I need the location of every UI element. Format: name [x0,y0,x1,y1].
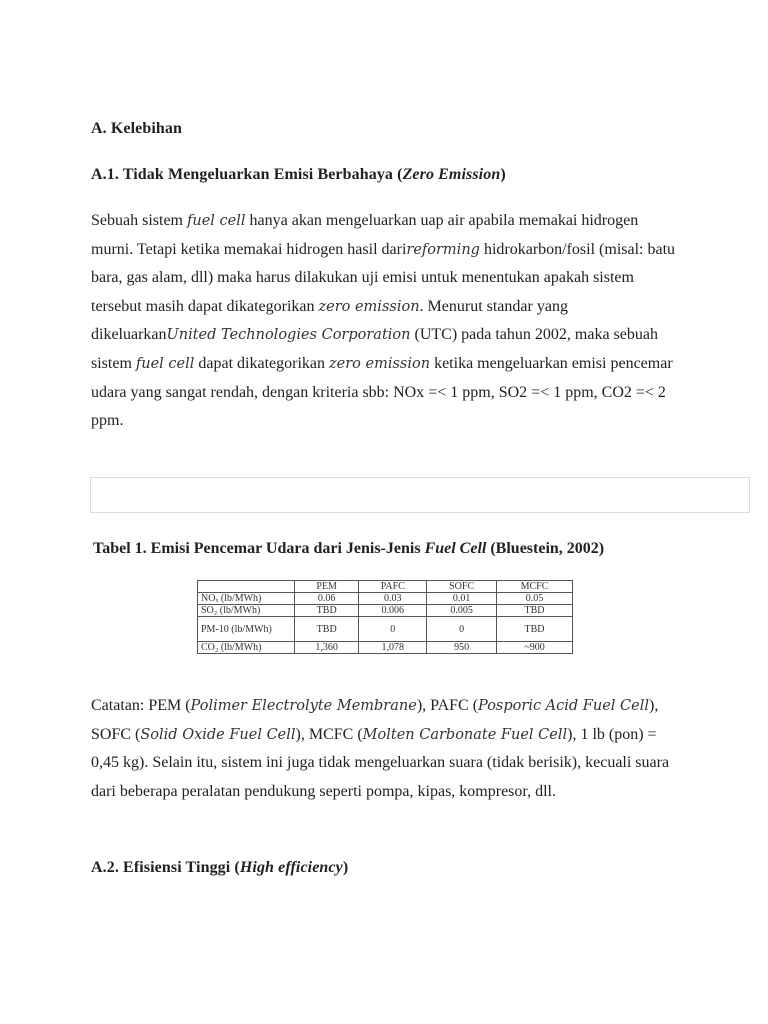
table-cell: 0.06 [295,593,359,605]
table-cell: ~900 [497,642,573,654]
subsection-1-heading [91,166,506,184]
p1-text-6: dapat dikategorikan [194,354,330,372]
table-cell: 950 [427,642,497,654]
column-header: PEM [295,581,359,593]
table-cell: TBD [497,605,573,617]
p1-italic-3: zero emission [318,298,420,315]
subsection-1-prefix: A.1. Tidak Mengeluarkan Emisi Berbahaya ( [91,166,403,183]
table-cell: 0 [427,617,497,642]
p2-italic-1: Polimer Electrolyte Membrane [190,698,417,714]
table-cell: 0 [359,617,427,642]
table-row [198,593,573,605]
p1-italic-1: fuel cell [187,213,246,229]
p2-text-1: Catatan: PEM ( [91,697,191,714]
table-row [198,617,573,642]
embed-placeholder-box [90,477,750,513]
p2-text-4: ), MCFC ( [295,725,363,743]
p2-text-5: ), 1 lb (pon) = 0,45 kg). Selain itu, sistem ini juga tidak mengeluarkan suara (tidak berisik), kecuali suara dari beberapa peralatan pendukung seperti pompa, kipas, kompresor, dll. [91,725,670,800]
row-label: NOₓ (lb/MWh) [198,593,295,605]
table-cell: 1,078 [359,642,427,654]
table-cell: TBD [497,617,573,642]
column-header: MCFC [497,581,573,593]
p1-italic-4: United Technologies Corporation [166,327,411,344]
subsection-1-suffix: ) [500,166,506,183]
subsection-2-italic: High efficiency [239,859,343,876]
p1-text-1: Sebuah sistem [91,212,187,229]
table-title-suffix: (Bluestein, 2002) [486,540,605,557]
row-label: CO₂ (lb/MWh) [198,642,295,654]
p1-text-3: hidrokarbon/fosil (misal: batu bara, gas alam, dll) maka harus dilakukan uji emisi untuk menentukan apakah sistem tersebut masih dapat dikategorikan [91,240,676,315]
table-cell: 0.03 [359,593,427,605]
p1-text-2: hanya akan mengeluarkan uap air apabila memakai hidrogen murni. Tetapi ketika memakai hidrogen hasil dari [91,212,639,258]
table-cell: 0.005 [427,605,497,617]
column-header: SOFC [427,581,497,593]
paragraph-catatan [91,692,681,806]
table-title-italic: Fuel Cell [424,540,487,557]
emission-table [197,580,573,654]
table-row [198,605,573,617]
table-cell: 0.006 [359,605,427,617]
column-header: PAFC [359,581,427,593]
table-corner-cell [198,581,295,593]
subsection-1-italic: Zero Emission [402,166,501,183]
p1-italic-2: reforming [406,241,480,258]
subsection-2-heading [91,859,348,877]
table-cell: TBD [295,605,359,617]
p1-italic-5: fuel cell [135,355,195,372]
p2-text-3: ), SOFC ( [91,697,659,743]
p1-text-5: (UTC) pada tahun 2002, maka sebuah sistem [91,326,658,372]
p1-text-7: ketika mengeluarkan emisi pencemar udara yang sangat rendah, dengan kriteria sbb: NOx =< 1 ppm, SO2 =< 1 ppm, CO2 =< 2 ppm. [91,354,673,430]
table-cell: 0.01 [427,593,497,605]
table-cell: TBD [295,617,359,642]
p2-text-2: ), PAFC ( [416,697,479,714]
subsection-2-prefix: A.2. Efisiensi Tinggi ( [91,859,240,876]
row-label: SO₂ (lb/MWh) [198,605,295,617]
table-title-prefix: Tabel 1. Emisi Pencemar Udara dari Jenis-Jenis [93,540,425,557]
p2-italic-3: Solid Oxide Fuel Cell [140,726,296,743]
p1-text-4: . Menurut standar yang dikeluarkan [91,297,568,344]
p1-italic-6: zero emission [329,355,431,372]
table-cell: 1,360 [295,642,359,654]
row-label: PM-10 (lb/MWh) [198,617,295,642]
table-row [198,642,573,654]
subsection-2-suffix: ) [342,859,349,876]
section-heading-text: A. Kelebihan [91,120,182,137]
p2-italic-2: Posporic Acid Fuel Cell [478,698,649,714]
paragraph-zero-emission [91,207,681,436]
table-header-row [198,581,573,593]
p2-italic-4: Molten Carbonate Fuel Cell [362,726,568,743]
table-cell: 0.05 [497,593,573,605]
section-heading [91,120,182,138]
table-title [93,540,604,558]
